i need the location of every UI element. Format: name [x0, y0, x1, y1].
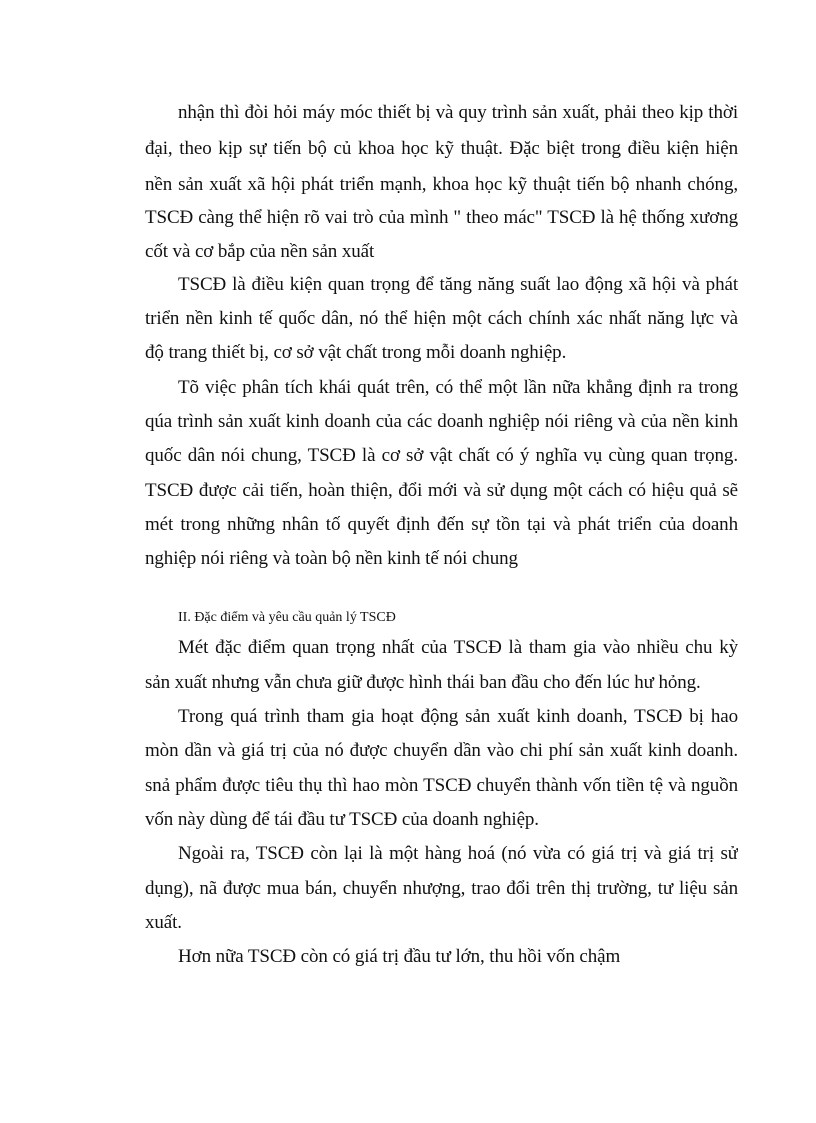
text-line: vốn này dùng để tái đầu tư TSCĐ của doanh nghiệp.	[145, 809, 539, 830]
text-line: nhận thì đòi hỏi máy móc thiết bị và quy trình sản xuất, phải theo kịp thời	[178, 103, 738, 123]
text-line: TSCĐ được cải tiến, hoàn thiện, đổi mới và sử dụng một cách có hiệu quả sẽ	[145, 481, 738, 501]
text-line: đại, theo kịp sự tiến bộ củ khoa học kỹ thuật. Đặc biệt trong điều kiện hiện	[145, 139, 738, 159]
text-line: sản xuất nhưng vẫn chưa giữ được hình thái ban đầu cho đến lúc hư hỏng.	[145, 672, 701, 693]
text-line: nền sản xuất xã hội phát triển mạnh, khoa học kỹ thuật tiến bộ nhanh chóng,	[145, 175, 738, 195]
text-line: TSCĐ càng thể hiện rõ vai trò của mình " theo mác" TSCĐ là hệ thống xương	[145, 208, 738, 228]
text-line: dụng), nã được mua bán, chuyển nhượng, trao đổi trên thị trường, tư liệu sản	[145, 879, 738, 899]
text-line: độ trang thiết bị, cơ sở vật chất trong mỗi doanh nghiệp.	[145, 342, 567, 363]
text-line: mòn dần và giá trị của nó được chuyển dần vào chi phí sản xuất kinh doanh.	[145, 741, 738, 761]
text-line: Trong quá trình tham gia hoạt động sản xuất kinh doanh, TSCĐ bị hao	[178, 707, 738, 727]
text-line: TSCĐ là điều kiện quan trọng để tăng năng suất lao động xã hội và phát	[178, 275, 738, 295]
text-line: xuất.	[145, 912, 182, 933]
text-line: qúa trình sản xuất kinh doanh của các doanh nghiệp nói riêng và của nền kinh	[145, 412, 738, 432]
text-line: Tõ việc phân tích khái quát trên, có thể một lần nữa khẳng định ra trong	[178, 378, 738, 398]
text-line: Ngoài ra, TSCĐ còn lại là một hàng hoá (nó vừa có giá trị và giá trị sử	[178, 844, 738, 864]
text-line: nghiệp nói riêng và toàn bộ nền kinh tế nói chung	[145, 548, 518, 569]
text-line: triển nền kinh tế quốc dân, nó thể hiện một cách chính xác nhất năng lực và	[145, 309, 738, 329]
text-line: Hơn nữa TSCĐ còn có giá trị đầu tư lớn, thu hồi vốn chậm	[178, 946, 621, 967]
section-heading: II. Đặc điểm và yêu cầu quản lý TSCĐ	[178, 610, 396, 625]
text-line: cốt và cơ bắp của nền sản xuất	[145, 241, 375, 262]
text-line: Mét đặc điểm quan trọng nhất của TSCĐ là tham gia vào nhiều chu kỳ	[178, 638, 738, 658]
text-line: quốc dân nói chung, TSCĐ là cơ sở vật chất có ý nghĩa vụ cùng quan trọng.	[145, 446, 738, 466]
text-line: mét trong những nhân tố quyết định đến sự tồn tại và phát triển của doanh	[145, 515, 738, 535]
text-line: snả phẩm được tiêu thụ thì hao mòn TSCĐ chuyển thành vốn tiền tệ và nguồn	[145, 776, 738, 796]
